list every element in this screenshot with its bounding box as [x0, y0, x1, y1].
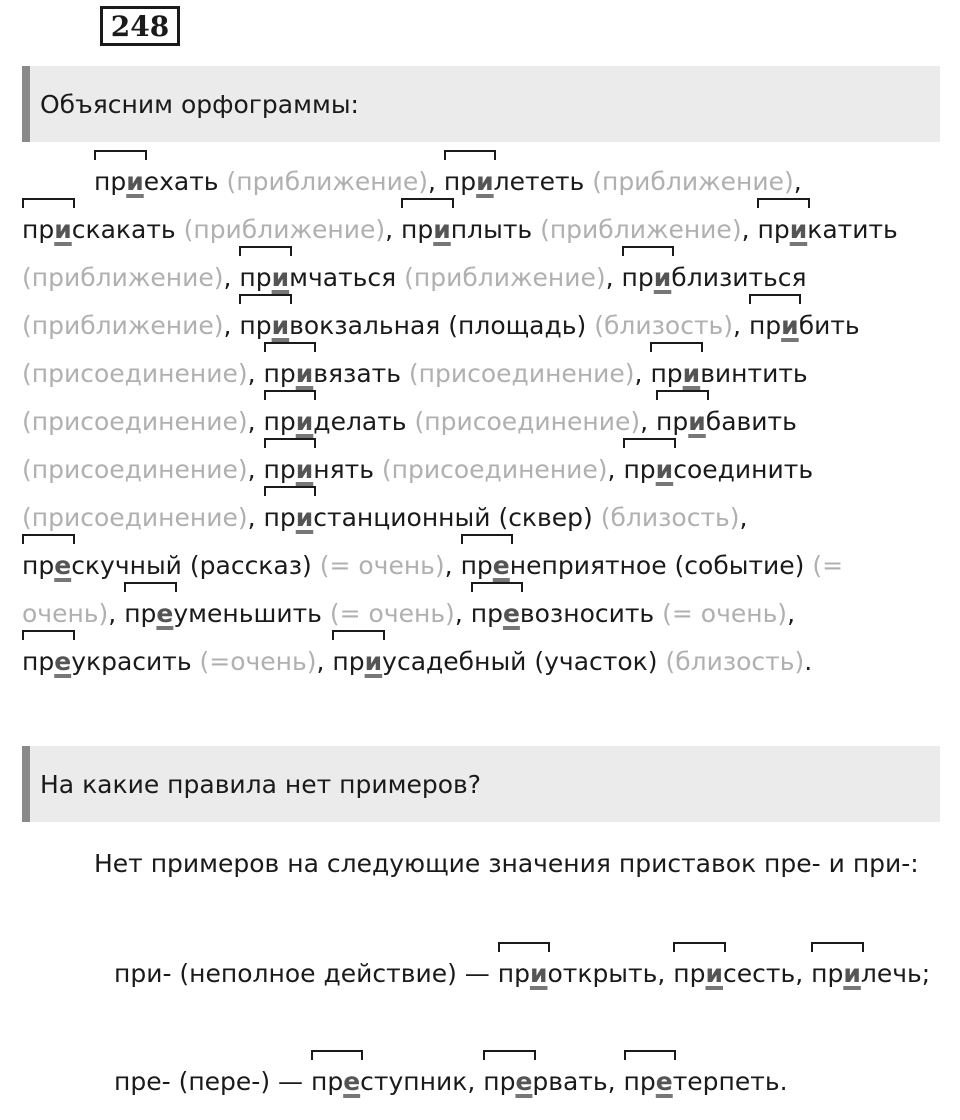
word-meaning-note: (присоединение) — [414, 407, 641, 436]
word-rest: бить — [798, 311, 860, 340]
no-examples-text: Нет примеров на следующие значения приставок пре- и при-: — [94, 849, 919, 878]
example-word — [656, 398, 797, 446]
word-vowel: и — [529, 959, 548, 988]
word-meaning-note: (приближение) — [404, 263, 606, 292]
word-prefix: пр — [656, 407, 689, 436]
separator: , — [247, 407, 264, 436]
separator: , — [634, 359, 651, 388]
separator: , — [657, 959, 674, 988]
word-prefix: пр — [263, 455, 296, 484]
separator: , — [607, 455, 624, 484]
example-word — [311, 1058, 467, 1106]
separator: , — [607, 1067, 624, 1096]
word-prefix: пр — [650, 359, 683, 388]
word-rest: открыть — [547, 959, 658, 988]
rule-pri-line — [22, 950, 940, 998]
word-meaning-note: (= очень) — [22, 551, 844, 628]
section-header-no-examples — [22, 746, 940, 822]
word-meaning-note: (приближение) — [22, 311, 224, 340]
separator: , — [733, 311, 749, 340]
word-vowel: и — [271, 311, 290, 340]
word-rest: мчаться — [289, 263, 397, 292]
word-rest: бавить — [705, 407, 797, 436]
rule-pre-line — [22, 1058, 940, 1106]
example-word — [124, 590, 322, 638]
word-vowel: и — [789, 215, 808, 244]
word-rest: неприятное (событие) — [509, 551, 805, 580]
word-rest: вокзальная (площадь) — [289, 311, 587, 340]
word-prefix: пр — [757, 215, 790, 244]
word-rest: скучный (рассказ) — [71, 551, 312, 580]
word-rest: нять — [313, 455, 374, 484]
word-prefix: пр — [460, 551, 493, 580]
example-word — [498, 950, 658, 998]
word-rest: плыть — [450, 215, 533, 244]
separator: , — [741, 215, 758, 244]
word-vowel: и — [655, 455, 674, 484]
word-prefix: пр — [483, 1067, 516, 1096]
word-prefix: пр — [332, 647, 365, 676]
separator: , — [316, 647, 333, 676]
example-word — [483, 1058, 607, 1106]
word-prefix: пр — [263, 407, 296, 436]
example-word — [332, 638, 657, 686]
separator: , — [739, 503, 748, 532]
word-vowel: е — [54, 647, 72, 676]
word-rest: лететь — [493, 167, 585, 196]
separator: , — [247, 359, 264, 388]
word-rest: сесть — [723, 959, 796, 988]
section-header-text: На какие правила нет примеров? — [40, 769, 482, 799]
example-word — [749, 302, 860, 350]
word-rest: соединить — [673, 455, 814, 484]
word-vowel: и — [688, 407, 706, 436]
word-prefix: пр — [443, 167, 477, 196]
word-prefix: пр — [623, 455, 656, 484]
no-examples-paragraph — [22, 840, 940, 888]
word-vowel: и — [295, 407, 314, 436]
example-word — [22, 206, 176, 254]
word-prefix: пр — [497, 959, 530, 988]
word-meaning-note: (близость) — [665, 647, 805, 676]
word-meaning-note: (= очень) — [662, 599, 788, 628]
word-vowel: е — [502, 599, 520, 628]
word-prefix: пр — [811, 959, 844, 988]
separator: , — [223, 311, 240, 340]
word-vowel: е — [54, 551, 72, 580]
separator: . — [804, 647, 813, 676]
word-prefix: пр — [263, 359, 296, 388]
separator: ; — [921, 959, 931, 988]
example-word — [471, 590, 654, 638]
word-rest: ехать — [143, 167, 219, 196]
word-prefix: пр — [22, 215, 55, 244]
word-meaning-note: (присоединение) — [22, 455, 248, 484]
example-word — [624, 1058, 780, 1106]
separator: , — [223, 263, 240, 292]
word-prefix: пр — [621, 263, 654, 292]
separator: , — [385, 215, 401, 244]
word-rest: терпеть — [672, 1067, 780, 1096]
word-prefix: пр — [263, 503, 296, 532]
word-rest: делать — [313, 407, 407, 436]
rule-label: при- (неполное действие) — — [114, 959, 498, 988]
separator: , — [795, 959, 812, 988]
example-word — [94, 158, 219, 206]
word-rest: усадебный (участок) — [382, 647, 658, 676]
section-header-text: Объясним орфограммы: — [40, 89, 359, 119]
word-meaning-note: (приближение) — [22, 263, 224, 292]
word-meaning-note: (приближение) — [183, 215, 386, 244]
word-prefix: пр — [22, 647, 55, 676]
word-prefix: пр — [239, 311, 272, 340]
word-meaning-note: (присоединение) — [408, 359, 635, 388]
separator: , — [787, 599, 796, 628]
word-meaning-note: (присоединение) — [381, 455, 608, 484]
word-prefix: пр — [310, 1067, 344, 1096]
word-prefix: пр — [673, 959, 706, 988]
word-vowel: и — [476, 167, 494, 196]
word-rest: скакать — [71, 215, 176, 244]
word-vowel: и — [433, 215, 451, 244]
word-prefix: пр — [623, 1067, 656, 1096]
word-vowel: е — [655, 1067, 673, 1096]
word-prefix: пр — [94, 167, 127, 196]
word-rest: станционный (сквер) — [313, 503, 593, 532]
word-rest: возносить — [519, 599, 655, 628]
word-prefix: пр — [22, 551, 55, 580]
word-vowel: е — [492, 551, 510, 580]
separator: . — [779, 1067, 788, 1096]
example-word — [623, 446, 813, 494]
separator: , — [793, 167, 802, 196]
word-prefix: пр — [470, 599, 503, 628]
word-rest: винтить — [700, 359, 808, 388]
word-meaning-note: (близость) — [600, 503, 740, 532]
word-prefix: пр — [124, 599, 157, 628]
word-prefix: пр — [401, 215, 434, 244]
example-word — [673, 950, 795, 998]
example-word — [22, 638, 192, 686]
word-vowel: е — [156, 599, 174, 628]
separator: , — [247, 455, 264, 484]
word-vowel: е — [343, 1067, 361, 1096]
separator: , — [454, 599, 471, 628]
word-vowel: е — [515, 1067, 533, 1096]
word-vowel: и — [843, 959, 861, 988]
rule-label: пре- (пере-) — — [114, 1067, 311, 1096]
spelling-examples-paragraph — [22, 158, 940, 686]
word-rest: катить — [807, 215, 898, 244]
word-vowel: и — [682, 359, 701, 388]
word-prefix: пр — [239, 263, 272, 292]
separator: , — [444, 551, 461, 580]
separator: , — [428, 167, 444, 196]
word-rest: вязать — [313, 359, 401, 388]
word-meaning-note: (=очень) — [199, 647, 317, 676]
example-word — [444, 158, 584, 206]
word-meaning-note: (приближение) — [226, 167, 428, 196]
word-meaning-note: (присоединение) — [22, 359, 248, 388]
word-vowel: и — [295, 503, 314, 532]
word-vowel: и — [705, 959, 724, 988]
word-rest: ступник — [360, 1067, 468, 1096]
example-word — [401, 206, 532, 254]
word-rest: лечь — [860, 959, 922, 988]
word-rest: украсить — [71, 647, 192, 676]
example-word — [757, 206, 897, 254]
word-vowel: и — [54, 215, 72, 244]
word-meaning-note: (присоединение) — [22, 503, 248, 532]
word-vowel: и — [781, 311, 799, 340]
exercise-number: 248 — [100, 6, 180, 46]
separator: , — [467, 1067, 484, 1096]
separator: , — [108, 599, 125, 628]
word-rest: рвать — [532, 1067, 608, 1096]
word-vowel: и — [295, 359, 314, 388]
section-header-spelling — [22, 66, 940, 142]
word-meaning-note: (приближение) — [592, 167, 794, 196]
word-vowel: и — [271, 263, 290, 292]
word-prefix: пр — [748, 311, 782, 340]
word-rest: уменьшить — [173, 599, 322, 628]
word-meaning-note: (приближение) — [540, 215, 742, 244]
example-word — [264, 494, 593, 542]
word-meaning-note: (присоединение) — [22, 407, 248, 436]
word-meaning-note: (= очень) — [319, 551, 445, 580]
word-meaning-note: (близость) — [594, 311, 734, 340]
word-meaning-note: (= очень) — [329, 599, 455, 628]
word-vowel: и — [364, 647, 383, 676]
word-rest: близиться — [671, 263, 807, 292]
example-word — [811, 950, 922, 998]
word-vowel: и — [653, 263, 672, 292]
word-vowel: и — [126, 167, 144, 196]
word-vowel: и — [295, 455, 314, 484]
separator: , — [247, 503, 264, 532]
separator: , — [640, 407, 657, 436]
separator: , — [605, 263, 622, 292]
